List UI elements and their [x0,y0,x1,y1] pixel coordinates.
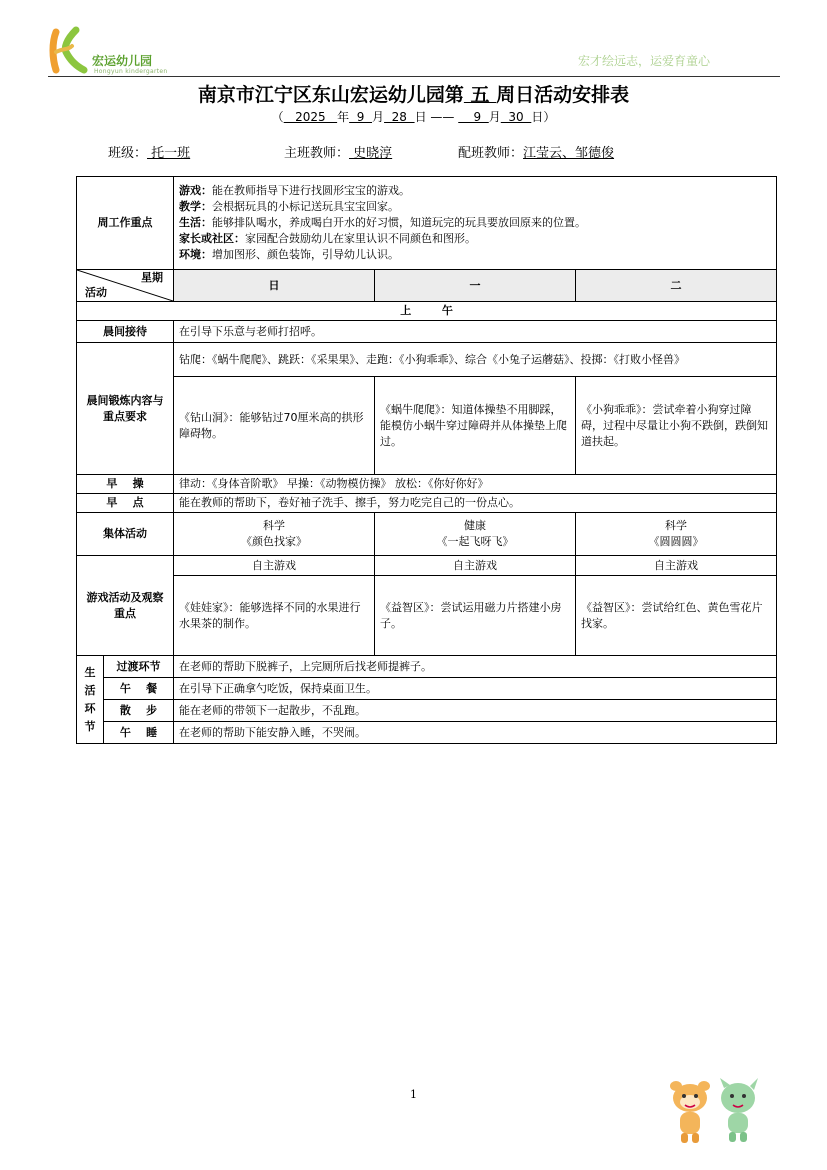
reception-text: 在引导下乐意与老师打招呼。 [174,321,777,343]
logo-k-icon [46,26,94,74]
morning-exercise-text: 律动：《身体音阶歌》 早操：《动物模仿操》 放松：《你好你好》 [174,475,777,494]
class-info: 班级： 托一班 [108,146,191,161]
game-type-row [77,556,777,576]
mascot-orange-icon [670,1081,710,1143]
header-slogan: 宏才绘远志，运爱育童心 [578,54,711,68]
transition-text: 在老师的帮助下脱裤子，上完厕所后找老师提裤子。 [174,656,777,678]
day-header-tue: 二 [576,270,777,302]
page-number: 1 [410,1088,417,1101]
logo-subtext: Hongyun kindergarten [94,68,168,75]
nap-label: 午 睡 [104,722,174,744]
group-activity-mon: 健康 《一起飞呀飞》 [375,513,576,556]
weekly-focus-row [77,177,777,270]
morning-row [77,302,777,321]
activity-label: 活动 [85,286,107,299]
head-teacher-info: 主班教师： 史晓淳 [284,146,393,161]
snack-text: 能在教师的帮助下，卷好袖子洗手、擦手，努力吃完自己的一份点心。 [174,494,777,513]
exercise-day-sun: 《钻山洞》：能够钻过70厘米高的拱形障碍物。 [174,377,375,475]
morning-section-label: 上 午 [77,302,777,321]
game-detail-sun: 《娃娃家》：能够选择不同的水果进行水果茶的制作。 [174,576,375,656]
diagonal-header-cell [77,270,174,302]
date-range: （ 2025 年 9 月 28 日 —— 9 月 30 日） [271,110,556,124]
game-detail-mon: 《益智区》：尝试运用磁力片搭建小房子。 [375,576,576,656]
focus-item: 环境：增加图形、颜色装饰，引导幼儿认识。 [179,248,399,261]
focus-item: 教学：会根据玩具的小标记送玩具宝宝回家。 [179,200,399,213]
kindergarten-logo [44,26,184,78]
morning-exercise-label: 早 操 [77,475,174,494]
exercise-summary: 钻爬：《蜗牛爬爬》、跳跃：《采果果》、走跑：《小狗乖乖》、综合《小兔子运蘑菇》、投掷：《打败小怪兽》 [174,343,777,377]
lunch-text: 在引导下正确拿勺吃饭，保持桌面卫生。 [174,678,777,700]
head-teacher-value: 史晓淳 [349,146,393,161]
weekly-focus-label: 周工作重点 [77,177,174,270]
group-activity-row [77,513,777,556]
game-type-sun: 自主游戏 [174,556,375,576]
header-divider [48,76,780,77]
mascot-green-icon [720,1078,758,1142]
group-activity-label: 集体活动 [77,513,174,556]
game-detail-tue: 《益智区》：尝试给红色、黄色雪花片找家。 [576,576,777,656]
schedule-table [76,176,777,744]
nap-text: 在老师的帮助下能安静入睡，不哭闹。 [174,722,777,744]
exercise-summary-row [77,343,777,377]
morning-exercise-row [77,475,777,494]
assistant-teacher-value: 江莹云、邹德俊 [523,146,615,161]
snack-row [77,494,777,513]
focus-item: 家长或社区：家园配合鼓励幼儿在家里认识不同颜色和图形。 [179,232,476,245]
life-section-label: 生 活 环 节 [77,656,104,744]
focus-item: 生活：能够排队喝水，养成喝白开水的好习惯，知道玩完的玩具要放回原来的位置。 [179,216,586,229]
life-row [77,678,777,700]
assistant-teacher-info: 配班教师：江莹云、邹德俊 [458,146,615,161]
page-title: 南京市江宁区东山宏运幼儿园第 五 周日活动安排表 [197,84,630,106]
snack-label: 早 点 [77,494,174,513]
exercise-label: 晨间锻炼内容与重点要求 [77,343,174,475]
reception-row [77,321,777,343]
focus-item: 游戏：能在教师指导下进行找圆形宝宝的游戏。 [179,184,410,197]
walk-label: 散 步 [104,700,174,722]
exercise-day-mon: 《蜗牛爬爬》：知道体操垫不用脚踩，能模仿小蜗牛穿过障碍并从体操垫上爬过。 [375,377,576,475]
transition-label: 过渡环节 [104,656,174,678]
group-activity-tue: 科学 《圆圆圆》 [576,513,777,556]
class-value: 托一班 [147,146,191,161]
logo-text: 宏运幼儿园 [92,54,153,68]
life-row [77,700,777,722]
reception-label: 晨间接待 [77,321,174,343]
walk-text: 能在老师的带领下一起散步，不乱跑。 [174,700,777,722]
life-row [77,656,777,678]
exercise-days-row [77,377,777,475]
days-header-row [77,270,777,302]
week-number: 五 [463,84,497,106]
game-type-mon: 自主游戏 [375,556,576,576]
weekly-focus-content [174,177,777,270]
weekday-label: 星期 [141,271,163,284]
life-row [77,722,777,744]
day-header-mon: 一 [375,270,576,302]
game-type-tue: 自主游戏 [576,556,777,576]
game-detail-row [77,576,777,656]
exercise-day-tue: 《小狗乖乖》：尝试牵着小狗穿过障碍，过程中尽量让小狗不跌倒，跌倒知道扶起。 [576,377,777,475]
game-activity-label: 游戏活动及观察重点 [77,556,174,656]
lunch-label: 午 餐 [104,678,174,700]
day-header-sun: 日 [174,270,375,302]
mascot-illustration [662,1078,772,1148]
group-activity-sun: 科学 《颜色找家》 [174,513,375,556]
